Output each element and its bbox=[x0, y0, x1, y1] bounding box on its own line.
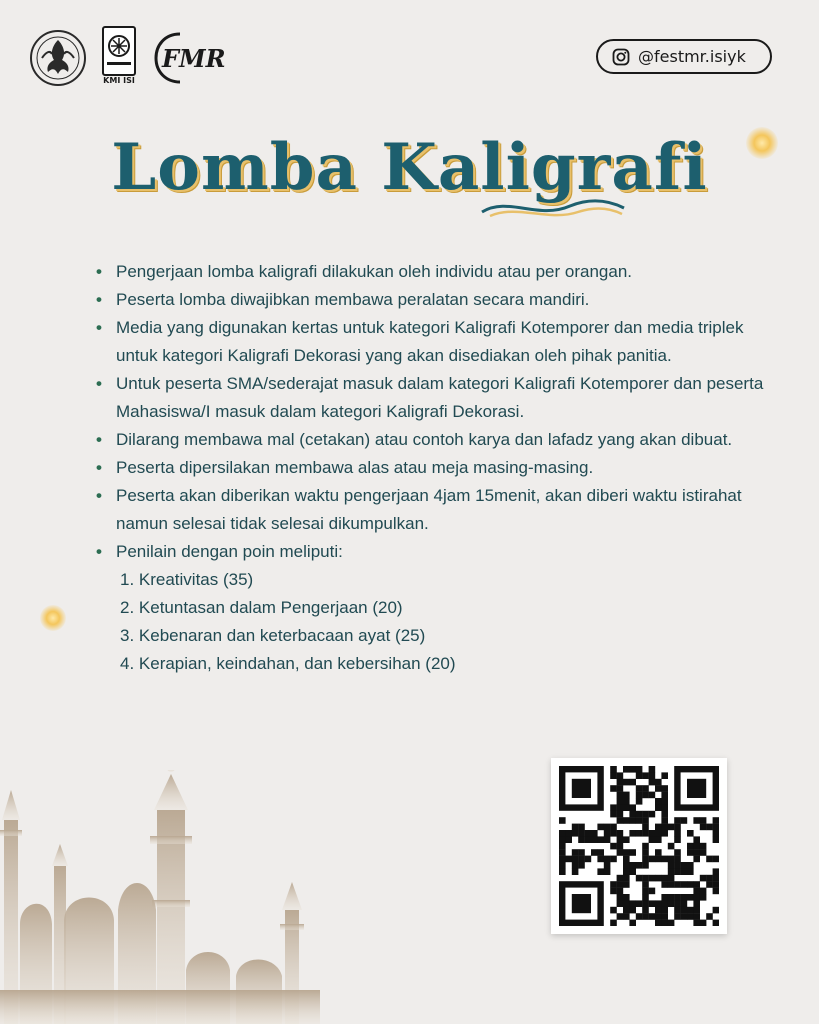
criteria-item: 4. Kerapian, keindahan, dan kebersihan (20) bbox=[120, 654, 456, 673]
criteria-item: 1. Kreativitas (35) bbox=[120, 570, 254, 589]
criteria-item: 2. Ketuntasan dalam Pengerjaan (20) bbox=[120, 598, 403, 617]
qr-code-icon bbox=[559, 766, 719, 926]
rule-text: Peserta lomba diwajibkan membawa peralatan secara mandiri. bbox=[116, 290, 590, 309]
qr-code-card[interactable] bbox=[551, 758, 727, 934]
instagram-handle[interactable] bbox=[596, 39, 772, 74]
rule-text: Pengerjaan lomba kaligrafi dilakukan oleh individu atau per orangan. bbox=[116, 262, 633, 281]
list-item bbox=[96, 538, 766, 678]
list-item bbox=[96, 454, 766, 482]
bullet-icon: • bbox=[96, 374, 102, 393]
list-item bbox=[96, 258, 766, 286]
rule-text: Dilarang membawa mal (cetakan) atau contoh karya dan lafadz yang akan dibuat. bbox=[116, 430, 733, 449]
list-item bbox=[96, 370, 766, 426]
bullet-icon: • bbox=[96, 262, 102, 281]
lantern-glow-icon bbox=[40, 605, 66, 631]
bullet-icon: • bbox=[96, 430, 102, 449]
rule-text: Penilain dengan poin meliputi: bbox=[116, 542, 343, 561]
instagram-icon bbox=[612, 48, 630, 66]
kmi-isi-logo bbox=[102, 26, 136, 90]
mosque-silhouette-icon bbox=[0, 770, 320, 1024]
instagram-handle-text: @festmr.isiyk bbox=[638, 47, 746, 66]
criteria-list bbox=[116, 566, 766, 678]
list-item bbox=[96, 426, 766, 454]
bullet-icon: • bbox=[96, 290, 102, 309]
bullet-icon: • bbox=[96, 458, 102, 477]
kmi-isi-logo-label: KMI ISI bbox=[103, 76, 135, 85]
list-item bbox=[96, 314, 766, 370]
bullet-icon: • bbox=[96, 486, 102, 505]
rules-list bbox=[96, 258, 766, 678]
title-swash-icon bbox=[478, 190, 628, 222]
rule-text: Peserta dipersilakan membawa alas atau meja masing-masing. bbox=[116, 458, 594, 477]
list-item bbox=[96, 286, 766, 314]
rule-text: Media yang digunakan kertas untuk kategori Kaligrafi Kotemporer dan media triplek untuk kategori Kaligrafi Dekorasi yang akan disediakan oleh pihak panitia. bbox=[116, 318, 744, 365]
kmi-isi-logo-icon bbox=[102, 26, 136, 76]
rule-text: Peserta akan diberikan waktu pengerjaan 4jam 15menit, akan diberi waktu istirahat namun selesai tidak selesai dikumpulkan. bbox=[116, 486, 742, 533]
rule-text: Untuk peserta SMA/sederajat masuk dalam kategori Kaligrafi Kotemporer dan peserta Mahasiswa/I masuk dalam kategori Kaligrafi Dekorasi. bbox=[116, 374, 764, 421]
list-item bbox=[96, 482, 766, 538]
fmr-logo bbox=[150, 28, 226, 88]
page-title: Lomba Kaligrafi bbox=[111, 130, 708, 205]
fmr-logo-text: FMR bbox=[162, 44, 226, 73]
bullet-icon: • bbox=[96, 318, 102, 337]
criteria-item: 3. Kebenaran dan keterbacaan ayat (25) bbox=[120, 626, 426, 645]
university-emblem-icon bbox=[28, 28, 88, 88]
header-logos bbox=[28, 24, 226, 92]
bullet-icon: • bbox=[96, 542, 102, 561]
